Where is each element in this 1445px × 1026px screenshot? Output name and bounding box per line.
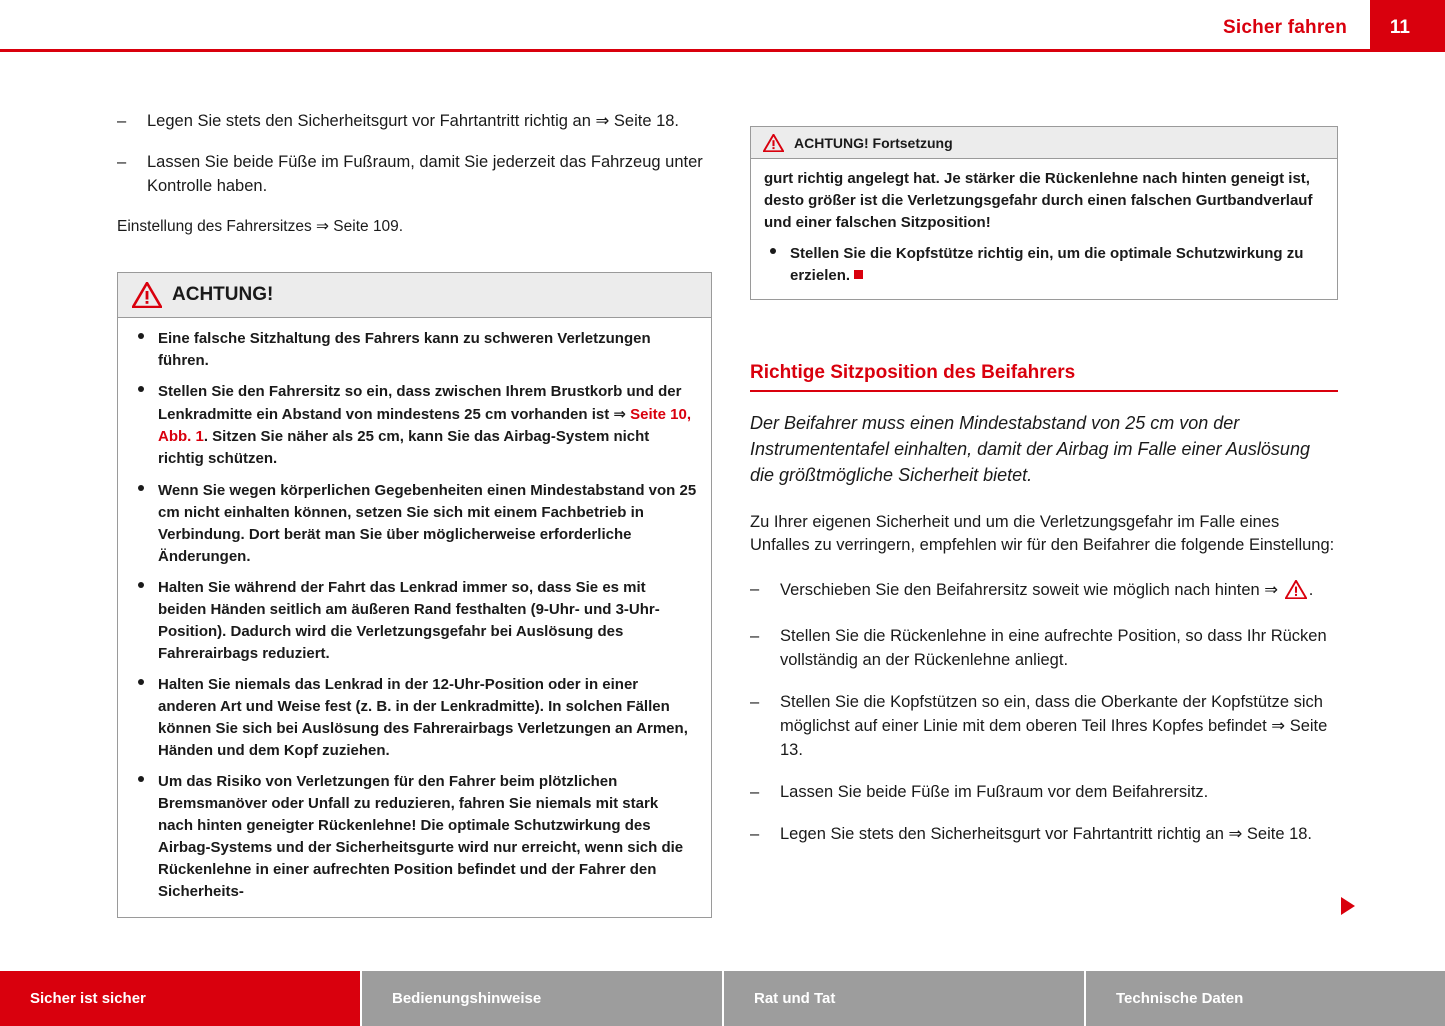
warning-item-text: Um das Risiko von Verletzungen für den Fahrer beim plötzlichen Bremsmanöver oder Unfall zu reduzieren, fahren Sie niemals mit stark nach hinten geneigter Rückenlehne! Die optimale Schutzwirkung des Airbag-Systems und der Sicherheitsgurte wird nur erreicht, wenn sich die Rückenlehne in einer aufrechten Position befindet und der Fahrer den Sicherheits- xyxy=(158,773,684,901)
section-paragraph: Zu Ihrer eigenen Sicherheit und um die Verletzungsgefahr im Falle eines Unfalles zu verringern, empfehlen wir für den Beifahrer die folgende Einstellung: xyxy=(750,512,1335,555)
cross-reference-link[interactable]: Seite 10, Abb. 1 xyxy=(158,406,692,446)
list-item xyxy=(750,781,1338,805)
warning-item-text: Halten Sie niemals das Lenkrad in der 12-Uhr-Position oder in einer anderen Art und Weise fest (z. B. in der Lenkradmitte). In solchen Fällen können Sie sich bei Auslösung des Fahrerairbags Verletzungen an Armen, Händen und dem Kopf zuziehen. xyxy=(158,675,688,760)
list-item-text: Lassen Sie beide Füße im Fußraum, damit Sie jederzeit das Fahrzeug unter Kontrolle haben. xyxy=(147,152,703,195)
warning-item-text: Stellen Sie den Fahrersitz so ein, dass zwischen Ihrem Brustkorb und der Lenkradmitte ein Abstand von mindestens 25 cm vorhanden ist ⇒ Seite 10, Abb. 1. Sitzen Sie näher als 25 cm, kann Sie das Airbag-System nicht richtig schützen. xyxy=(158,383,692,468)
warning-item-text: Halten Sie während der Fahrt das Lenkrad immer so, dass Sie es mit beiden Händen seitlich am äußeren Rand festhalten (9-Uhr- und 3-Uhr-Position). Dadurch wird die Verletzungsgefahr bei Auslösung des Fahrerairbags reduziert. xyxy=(158,578,660,662)
dash-marker: – xyxy=(750,627,760,646)
list-item-text: Stellen Sie die Kopfstützen so ein, dass die Oberkante der Kopfstütze sich möglichst auf einer Linie mit dem oberen Teil Ihres Kopfes befindet ⇒ Seite 13. xyxy=(780,693,1328,759)
warning-triangle-icon xyxy=(132,282,162,308)
footer-tab-rat-und-tat[interactable]: Rat und Tat xyxy=(724,971,1084,1026)
bullet-dot-icon xyxy=(138,679,144,685)
warning-box-header xyxy=(751,127,1337,159)
warning-box-achtung xyxy=(117,272,712,918)
dash-marker: – xyxy=(750,693,760,712)
warning-item xyxy=(132,771,697,903)
list-item-text: Stellen Sie die Rückenlehne in eine aufrechte Position, so dass Ihr Rücken vollständig an der Rückenlehne anliegt. xyxy=(780,627,1327,670)
warning-box-continuation xyxy=(750,126,1338,300)
page-header xyxy=(0,0,1445,50)
warning-item xyxy=(764,243,1324,287)
dash-marker: – xyxy=(750,824,760,843)
bullet-dot-icon xyxy=(770,248,776,254)
warning-item-text: Wenn Sie wegen körperlichen Gegebenheiten einen Mindestabstand von 25 cm nicht einhalten können, setzen Sie sich mit einem Fachbetrieb in Verbindung. Dort berät man Sie über möglicherweise erforderliche Änderungen. xyxy=(158,481,697,565)
list-item xyxy=(750,691,1338,763)
section-divider xyxy=(750,390,1338,392)
warning-item-text: Eine falsche Sitzhaltung des Fahrers kann zu schweren Verletzungen führen. xyxy=(158,330,651,370)
left-column xyxy=(117,110,712,918)
continuation-text: gurt richtig angelegt hat. Je stärker die Rückenlehne nach hinten geneigt ist, desto größer ist die Verletzungsgefahr durch einen falschen Gurtbandverlauf und einer falschen Sitzposition! xyxy=(764,170,1313,232)
list-item-text: Verschieben Sie den Beifahrersitz soweit wie möglich nach hinten ⇒ . xyxy=(780,581,1313,599)
bullet-dot-icon xyxy=(138,485,144,491)
seat-adjustment-note: Einstellung des Fahrersitzes ⇒ Seite 109. xyxy=(117,217,404,235)
section-beifahrer xyxy=(750,362,1338,847)
list-item xyxy=(750,823,1338,847)
header-divider xyxy=(0,49,1445,52)
warning-box-header xyxy=(118,273,711,318)
warning-triangle-icon xyxy=(1285,580,1307,607)
warning-box-body xyxy=(751,159,1337,299)
right-column xyxy=(750,110,1338,865)
section-title: Richtige Sitzposition des Beifahrers xyxy=(750,362,1076,384)
dash-marker: – xyxy=(750,580,760,599)
list-item-text: Legen Sie stets den Sicherheitsgurt vor Fahrtantritt richtig an ⇒ Seite 18. xyxy=(780,824,1313,843)
warning-triangle-icon xyxy=(763,134,784,152)
dash-marker: – xyxy=(117,112,127,130)
warning-box-title: ACHTUNG! xyxy=(172,284,274,306)
list-item xyxy=(117,151,712,199)
bullet-dot-icon xyxy=(138,582,144,588)
warning-item xyxy=(132,480,697,568)
list-item-text: Legen Sie stets den Sicherheitsgurt vor Fahrtantritt richtig an ⇒ Seite 18. xyxy=(147,112,680,130)
warning-item xyxy=(132,674,697,762)
warning-item xyxy=(132,381,697,470)
list-item xyxy=(750,578,1338,607)
end-marker-icon xyxy=(854,270,863,279)
page-number: 11 xyxy=(1389,17,1410,38)
bullet-dot-icon xyxy=(138,386,144,392)
dash-marker: – xyxy=(117,152,127,171)
footer-tab-technische-daten[interactable]: Technische Daten xyxy=(1086,971,1445,1026)
bullet-dot-icon xyxy=(138,776,144,782)
section-lead-text: Der Beifahrer muss einen Mindestabstand von 25 cm von der Instrumententafel einhalten, damit der Airbag im Falle einer Auslösung die größtmögliche Sicherheit bietet. xyxy=(750,413,1310,486)
warning-item-text: Stellen Sie die Kopfstütze richtig ein, um die optimale Schutzwirkung zu erzielen. xyxy=(790,245,1304,285)
footer-tab-sicher-ist-sicher[interactable]: Sicher ist sicher xyxy=(0,971,360,1026)
warning-item xyxy=(132,577,697,665)
list-item xyxy=(117,110,712,134)
bullet-dot-icon xyxy=(138,333,144,339)
warning-box-body xyxy=(118,318,711,917)
next-page-arrow-icon[interactable] xyxy=(1341,897,1355,915)
footer-tabs xyxy=(0,971,1445,1026)
footer-tab-bedienungshinweise[interactable]: Bedienungshinweise xyxy=(362,971,722,1026)
warning-item xyxy=(132,328,697,372)
warning-box-title: ACHTUNG! Fortsetzung xyxy=(794,134,953,151)
dash-marker: – xyxy=(750,782,760,801)
header-title: Sicher fahren xyxy=(1222,17,1347,38)
list-item xyxy=(750,625,1338,673)
intro-bullet-list xyxy=(117,110,712,199)
list-item-text: Lassen Sie beide Füße im Fußraum vor dem Beifahrersitz. xyxy=(780,782,1209,801)
